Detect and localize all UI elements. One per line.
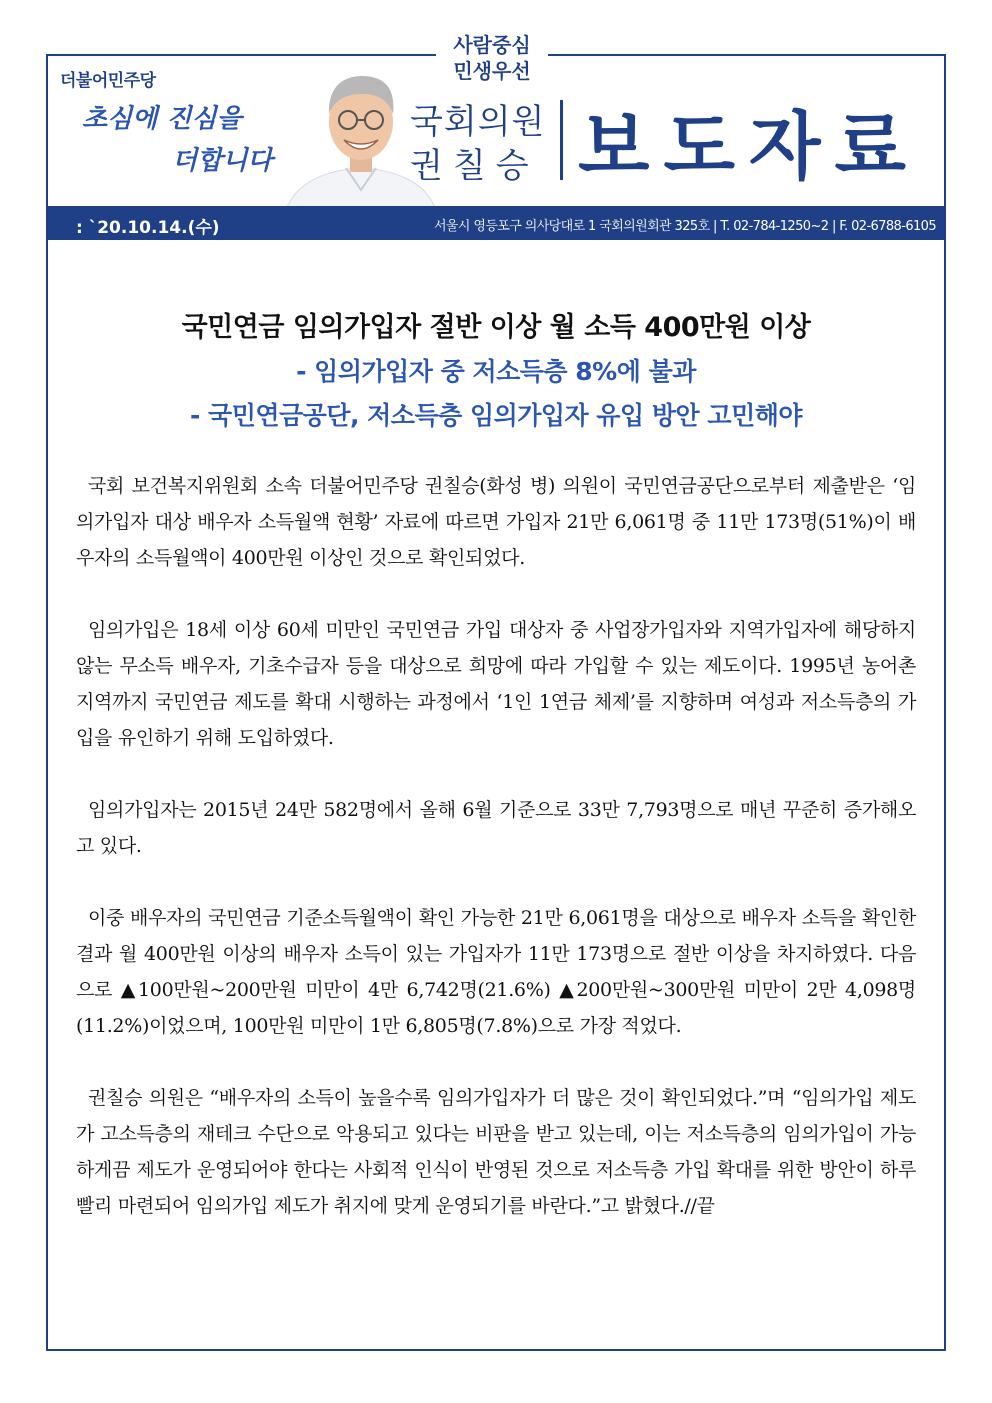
release-date: : `20.10.14.(수) <box>76 218 220 238</box>
paragraph: 이중 배우자의 국민연금 기준소득월액이 확인 가능한 21만 6,061명을 대상으로 배우자 소득을 확인한 결과 월 400만원 이상의 배우자 소득이 있는 가입자가 11만 173명으로 절반 이상을 차지하였다. 다음으로 ▲100만원~200만원 미만이 4만 6,742명(21.6%) ▲200만원~300만원 미만이 2만 4,098명(11.2%)이었으며, 100만원 미만이 1만 6,805명(7.8%)으로 가장 적었다. <box>76 907 916 1037</box>
tagline-line1: 사람중심 <box>453 33 531 57</box>
member-name: 권칠승 <box>410 146 539 186</box>
header-divider <box>560 100 563 180</box>
info-bar <box>48 206 944 240</box>
tagline <box>436 28 548 92</box>
subheadline-1: - 임의가입자 중 저소득층 8%에 불과 <box>296 357 696 386</box>
paragraph: 임의가입은 18세 이상 60세 미만인 국민연금 가입 대상자 중 사업장가입자와 지역가입자에 해당하지 않는 무소득 배우자, 기초수급자 등을 대상으로 희망에 따라 가입할 수 있는 제도이다. 1995년 농어촌 지역까지 국민연금 제도를 확대 시행하는 과정에서 ‘1인 1연금 체제’를 지향하며 여성과 저소득층의 가입을 유인하기 위해 도입하였다. <box>76 619 916 749</box>
office-address: 서울시 영등포구 의사당대로 1 국회의원회관 325호 | T. 02-784-1250~2 | F. 02-6788-6105 <box>433 219 936 234</box>
press-release-title: 보도자료 <box>578 104 920 190</box>
tagline-line2: 민생우선 <box>453 59 531 83</box>
member-role: 국회의원 <box>410 102 546 142</box>
slogan-line2: 더합니다 <box>172 146 273 176</box>
party-name: 더불어민주당 <box>60 71 156 91</box>
paragraph: 국회 보건복지위원회 소속 더불어민주당 권칠승(화성 병) 의원이 국민연금공단으로부터 제출받은 ‘임의가입자 대상 배우자 소득월액 현황’ 자료에 따르면 가입자 21만 6,061명 중 11만 173명(51%)이 배우자의 소득월액이 400만원 이상인 것으로 확인되었다. <box>76 475 916 569</box>
paragraph: 임의가입자는 2015년 24만 582명에서 올해 6월 기준으로 33만 7,793명으로 매년 꾸준히 증가해오고 있다. <box>76 799 916 857</box>
headline: 국민연금 임의가입자 절반 이상 월 소득 400만원 이상 <box>181 312 811 343</box>
subheadline-2: - 국민연금공단, 저소득층 임의가입자 유입 방안 고민해야 <box>189 401 803 430</box>
paragraph: 권칠승 의원은 “배우자의 소득이 높을수록 임의가입자가 더 많은 것이 확인되었다.”며 “임의가입 제도가 고소득층의 재테크 수단으로 악용되고 있다는 비판을 받고 있는데, 이는 저소득층의 임의가입이 가능하게끔 제도가 운영되어야 한다는 사회적 인식이 반영된 것으로 저소득층 가입 확대를 위한 방안이 하루빨리 마련되어 임의가입 제도가 취지에 맞게 운영되기를 바란다.”고 밝혔다.//끝 <box>76 1087 916 1217</box>
article-body <box>76 468 916 1260</box>
slogan-line1: 초심에 진심을 <box>82 104 242 134</box>
